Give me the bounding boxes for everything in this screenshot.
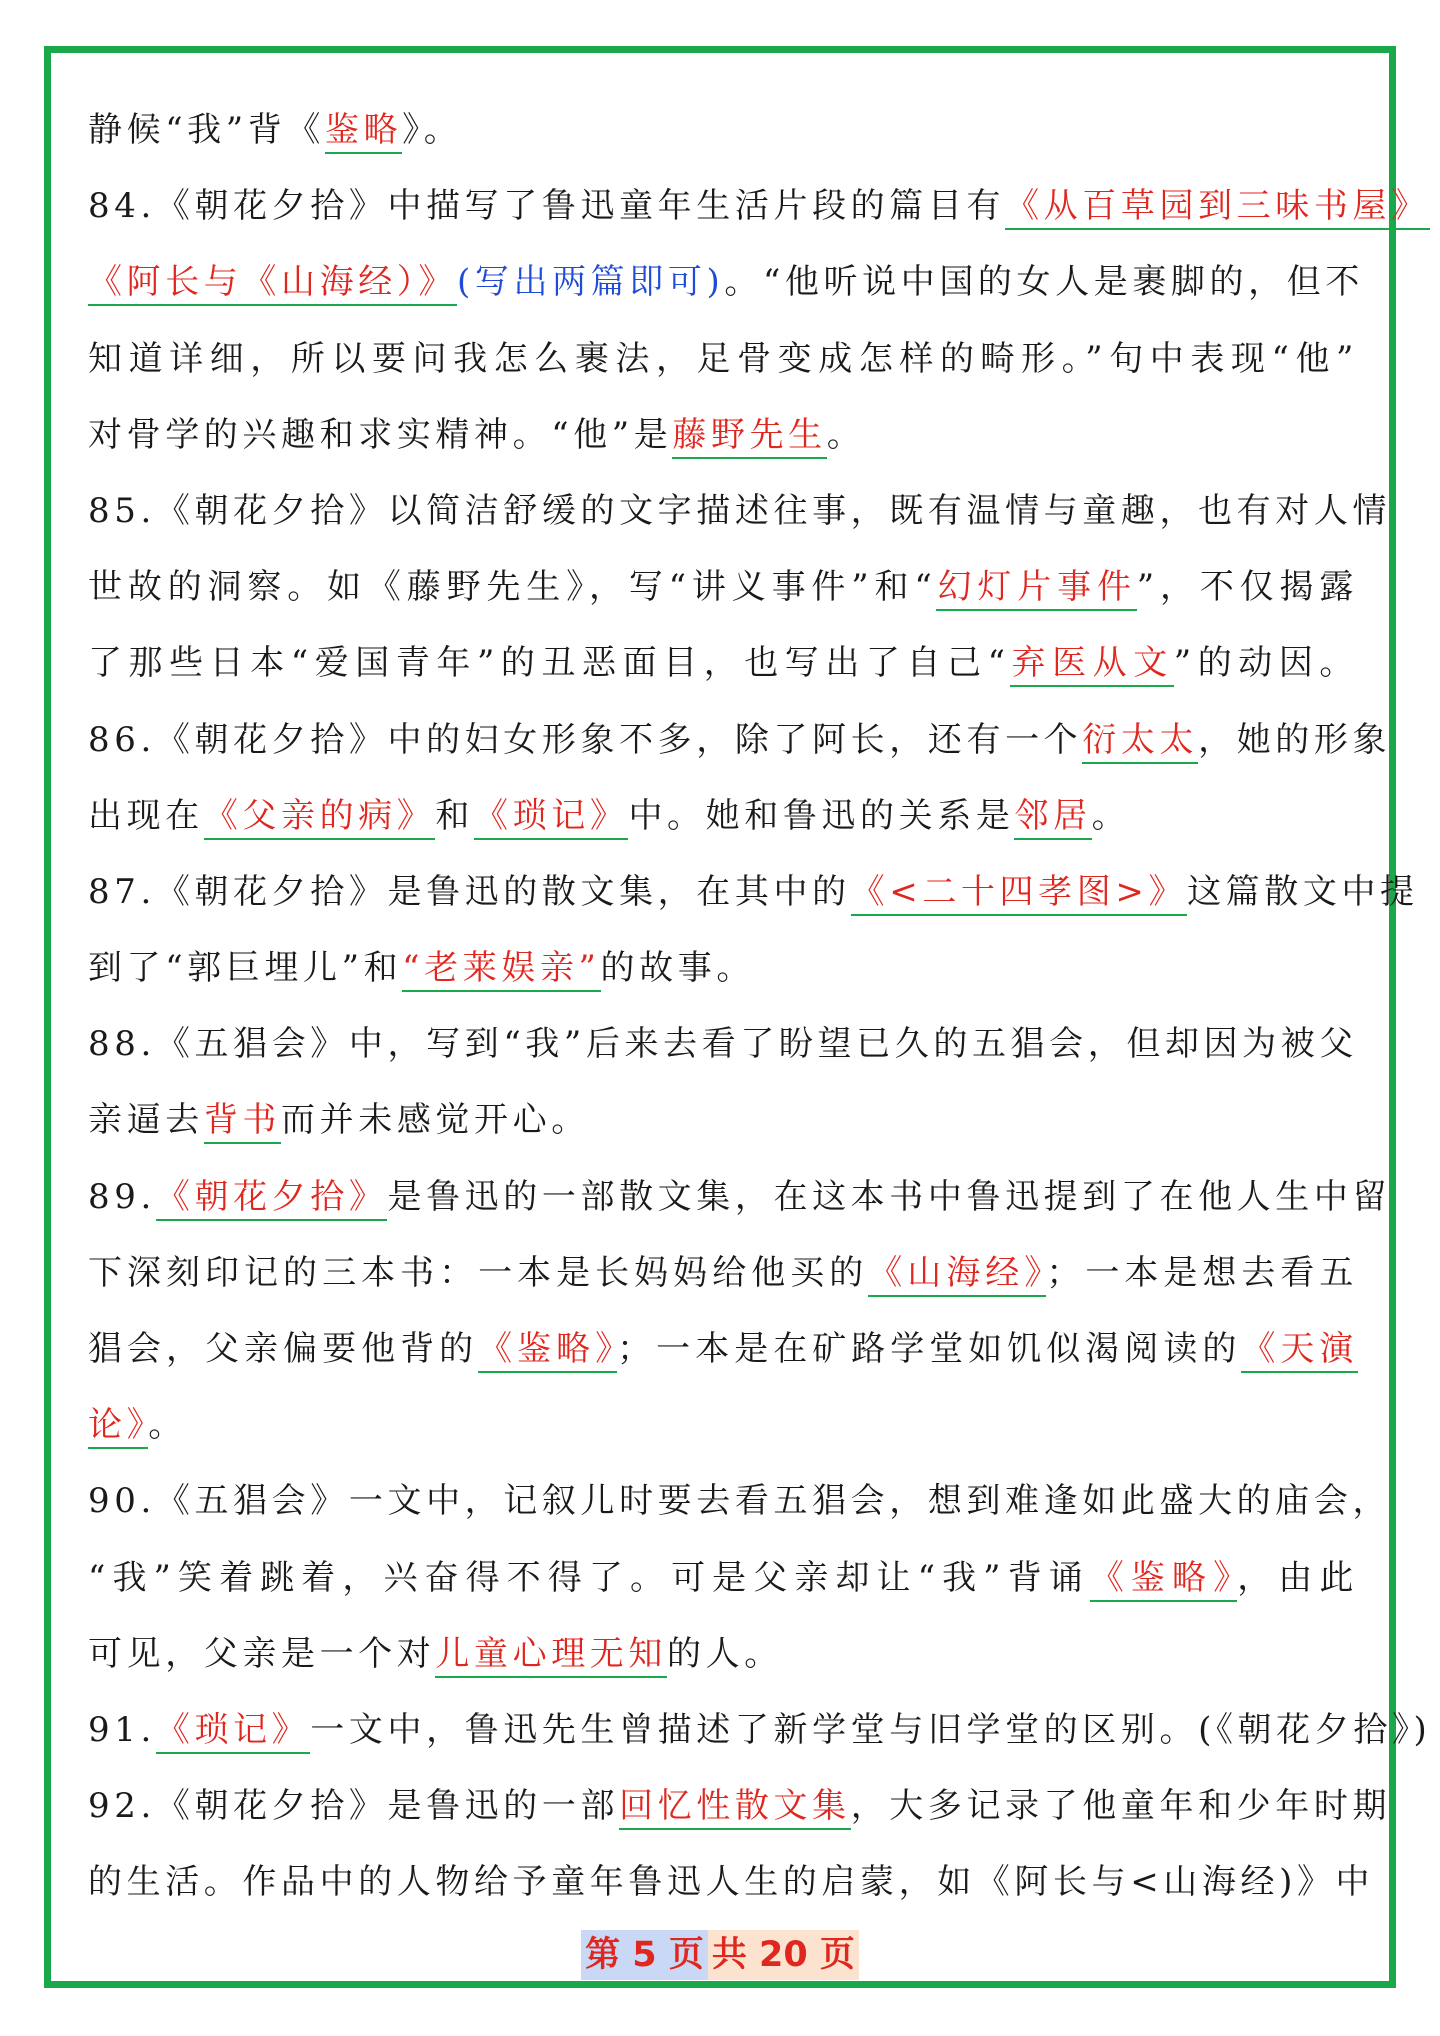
body-text: 知道详细，所以要问我怎么裹法，足骨变成怎样的畸形。”句中表现“他” [88, 338, 1358, 379]
body-text: ；一本是想去看五 [1046, 1252, 1358, 1293]
body-text: 89. [88, 1176, 156, 1217]
text-line [88, 549, 1358, 625]
text-line [88, 1235, 1358, 1311]
answer-text: 幻灯片事件 [936, 567, 1136, 611]
body-text: 的人。 [667, 1633, 783, 1674]
body-text: ；一本是在矿路学堂如饥似渴阅读的 [617, 1329, 1242, 1369]
body-text: ”，不仅揭露 [1136, 567, 1359, 608]
body-text: 85.《朝花夕拾》以简洁舒缓的文字描述往事，既有温情与童趣，也有对人情 [88, 490, 1392, 531]
answer-text: 《琐记》 [156, 1710, 310, 1754]
text-line [88, 854, 1419, 930]
answer-text: 《父亲的病》 [204, 796, 436, 840]
body-text: 可见，父亲是一个对 [88, 1633, 436, 1674]
text-line [88, 1540, 1358, 1616]
answer-text: 《<二十四孝图>》 [851, 872, 1187, 916]
text-line [88, 625, 1358, 701]
body-text: “我”笑着跳着，兴奋得不得了。可是父亲却让“我”背诵 [88, 1557, 1090, 1598]
answer-text: 藤野先生 [672, 415, 826, 459]
text-line [88, 168, 1430, 244]
body-text: 88.《五猖会》中，写到“我”后来去看了盼望已久的五猖会，但却因为被父 [88, 1024, 1358, 1065]
text-line [88, 1387, 1358, 1463]
body-text: 84.《朝花夕拾》中描写了鲁迅童年生活片段的篇目有 [88, 186, 1006, 227]
body-text: 。 [1091, 795, 1131, 836]
answer-text: 《琐记》 [474, 796, 628, 840]
text-line [88, 1082, 1358, 1158]
body-text: 是鲁迅的一部散文集，在这本书中鲁迅提到了在他人生中留 [387, 1176, 1392, 1217]
answer-text: 鉴略 [325, 110, 402, 154]
text-line [88, 473, 1392, 549]
answer-text: 《天演 [1241, 1329, 1358, 1373]
answer-text: 儿童心理无知 [435, 1634, 667, 1678]
text-line [88, 244, 1364, 320]
body-text: 世故的洞察。如《藤野先生》，写“讲义事件”和“ [88, 567, 937, 608]
page-number: 第 5 页 [581, 1930, 708, 1980]
body-text: 90.《五猖会》一文中，记叙儿时要去看五猖会，想到难逢如此盛大的庙会， [88, 1481, 1392, 1522]
text-line [88, 1311, 1358, 1387]
body-text: 亲逼去 [88, 1100, 204, 1141]
body-text: ，她的形象 [1198, 719, 1392, 760]
answer-text: 弃医从文 [1010, 643, 1174, 687]
body-text: 。“他听说中国的女人是裹脚的，但不 [724, 262, 1364, 303]
body-text: ”的动因。 [1173, 643, 1358, 684]
body-text: 》。 [402, 110, 463, 150]
note-text: (写出两篇即可) [457, 262, 725, 303]
answer-text: 背书 [204, 1100, 281, 1144]
text-line [88, 1006, 1358, 1082]
body-text: 92.《朝花夕拾》是鲁迅的一部 [88, 1786, 620, 1827]
body-text: 一文中，鲁迅先生曾描述了新学堂与旧学堂的区别。(《朝花夕拾》) [310, 1709, 1432, 1750]
answer-text: 《朝花夕拾》 [156, 1177, 388, 1221]
text-line [88, 321, 1358, 397]
answer-text: 回忆性散文集 [619, 1786, 851, 1830]
body-text: 了那些日本“爱国青年”的丑恶面目，也写出了自己“ [88, 643, 1010, 684]
page-total: 共 20 页 [708, 1930, 859, 1980]
text-line [88, 1159, 1392, 1235]
body-text: 这篇散文中提 [1187, 871, 1419, 912]
body-text: 而并未感觉开心。 [281, 1100, 590, 1141]
body-text: 到了“郭巨埋儿”和 [88, 948, 403, 989]
body-text: ，大多记录了他童年和少年时期 [850, 1786, 1392, 1827]
text-line [88, 397, 1358, 473]
body-text: 。 [148, 1405, 187, 1446]
answer-text: 《鉴略》 [478, 1329, 617, 1373]
body-text: 91. [88, 1709, 156, 1750]
answer-text: “老莱娱亲” [402, 948, 600, 992]
text-line [88, 778, 1358, 854]
answer-text: 衍太太 [1082, 720, 1198, 764]
body-text: 87.《朝花夕拾》是鲁迅的散文集，在其中的 [88, 871, 851, 912]
page-footer [0, 1930, 1440, 1980]
body-text: 出现在 [88, 795, 204, 836]
text-line [88, 1692, 1432, 1768]
body-text: 静候“我”背《 [88, 110, 325, 150]
answer-text: 《鉴略》 [1090, 1558, 1237, 1602]
body-text: 下深刻印记的三本书：一本是长妈妈给他买的 [88, 1252, 869, 1293]
answer-text: 《阿长与《山海经）》 [88, 262, 457, 306]
body-text: 86.《朝花夕拾》中的妇女形象不多，除了阿长，还有一个 [88, 719, 1083, 760]
body-text: 猖会，父亲偏要他背的 [88, 1329, 479, 1369]
text-line [88, 930, 1358, 1006]
answer-text: 《从百草园到三味书屋》 [1005, 186, 1430, 230]
body-text: 的故事。 [600, 948, 755, 989]
body-text: 和 [435, 795, 475, 836]
document-body [88, 92, 1432, 1921]
body-text: 。 [826, 414, 866, 455]
body-text: ，由此 [1237, 1557, 1358, 1598]
text-line [88, 92, 1358, 168]
text-line [88, 1463, 1392, 1539]
text-line [88, 702, 1392, 778]
text-line [88, 1768, 1392, 1844]
body-text: 中。她和鲁迅的关系是 [628, 795, 1015, 836]
text-line [88, 1844, 1375, 1920]
answer-text: 论》 [88, 1405, 148, 1449]
text-line [88, 1616, 1358, 1692]
body-text: 的生活。作品中的人物给予童年鲁迅人生的启蒙，如《阿长与<山海经)》中 [88, 1862, 1375, 1903]
answer-text: 《山海经》 [868, 1253, 1046, 1297]
answer-text: 邻居 [1014, 796, 1091, 840]
body-text: 对骨学的兴趣和求实精神。“他”是 [88, 414, 673, 455]
